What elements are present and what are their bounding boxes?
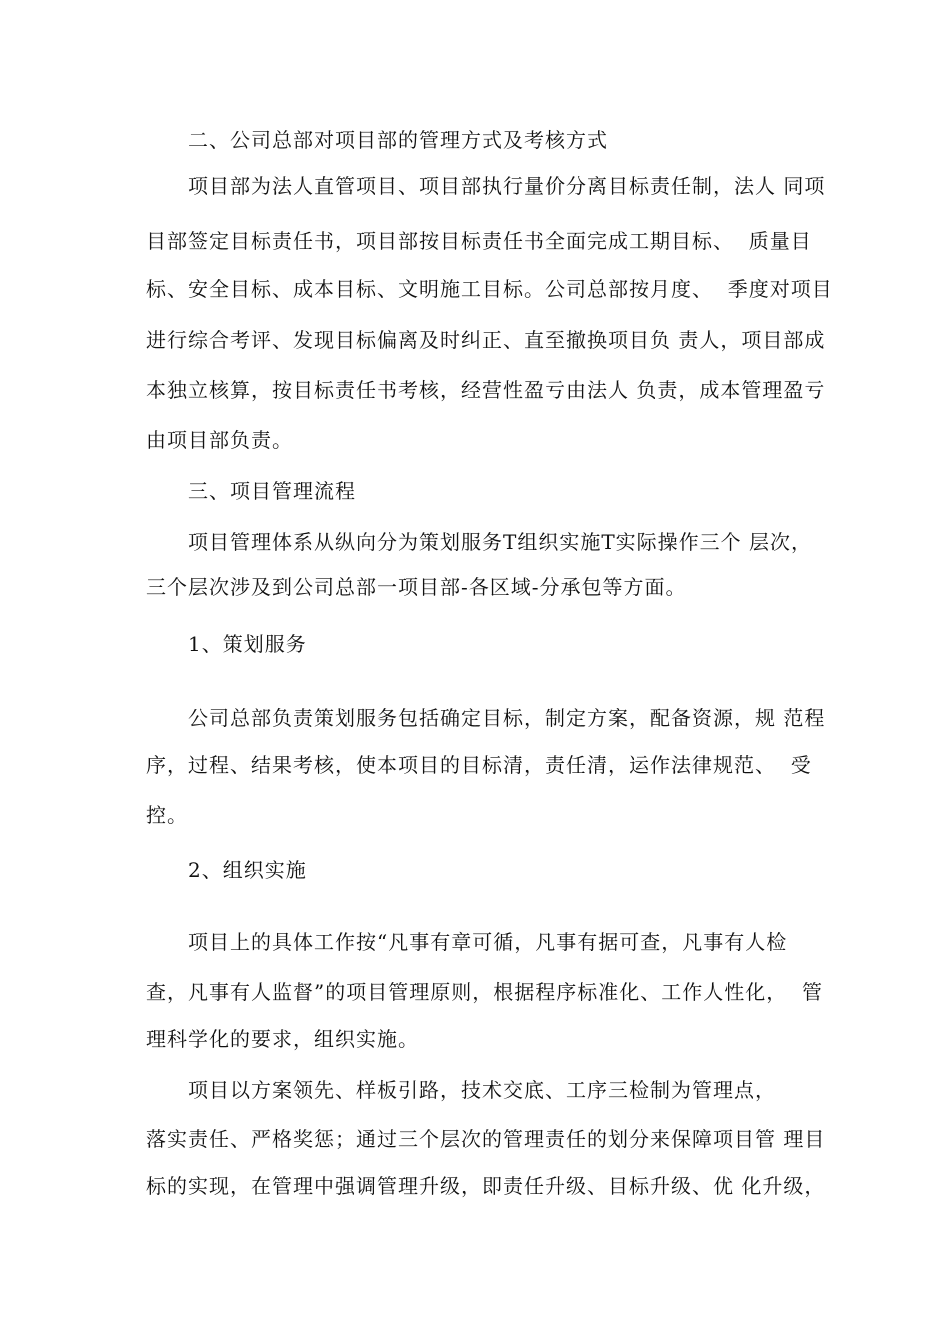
- paragraph-line: 本独立核算，按目标责任书考核，经营性盈亏由法人 负责，成本管理盈亏: [146, 378, 826, 402]
- heading-section-3: 三、项目管理流程: [188, 479, 356, 503]
- paragraph-line: 由项目部负责。: [146, 428, 293, 452]
- paragraph-line: 公司总部负责策划服务包括确定目标，制定方案，配备资源，规 范程: [188, 706, 826, 730]
- paragraph-line: 标的实现，在管理中强调管理升级，即责任升级、目标升级、优 化升级，: [146, 1174, 826, 1198]
- paragraph-line: 落实责任、严格奖惩；通过三个层次的管理责任的划分来保障项目管 理目: [146, 1127, 826, 1151]
- heading-section-2: 二、公司总部对项目部的管理方式及考核方式: [188, 128, 608, 152]
- paragraph-line: 项目部为法人直管项目、项目部执行量价分离目标责任制，法人 同项: [188, 174, 826, 198]
- paragraph-line: 项目管理体系从纵向分为策划服务T组织实施T实际操作三个 层次，: [188, 530, 813, 554]
- paragraph-line: 目部签定目标责任书，项目部按目标责任书全面完成工期目标、 质量目: [146, 229, 812, 253]
- paragraph-line: 标、安全目标、成本目标、文明施工目标。公司总部按月度、 季度对项目: [146, 277, 833, 301]
- paragraph-line: 进行综合考评、发现目标偏离及时纠正、直至撤换项目负 责人，项目部成: [146, 328, 826, 352]
- paragraph-line: 序，过程、结果考核，使本项目的目标清，责任清，运作法律规范、 受: [146, 753, 812, 777]
- paragraph-line: 三个层次涉及到公司总部一项目部-各区域-分承包等方面。: [146, 575, 687, 599]
- heading-subsection-2: 2、组织实施: [188, 858, 307, 882]
- paragraph-line: 项目上的具体工作按“凡事有章可循，凡事有据可查，凡事有人检: [188, 930, 788, 954]
- heading-subsection-1: 1、策划服务: [188, 632, 307, 656]
- paragraph-line: 项目以方案领先、样板引路，技术交底、工序三检制为管理点，: [188, 1078, 776, 1102]
- paragraph-line: 理科学化的要求，组织实施。: [146, 1027, 419, 1051]
- paragraph-line: 查，凡事有人监督”的项目管理原则，根据程序标准化、工作人性化， 管: [146, 980, 823, 1004]
- paragraph-line: 控。: [146, 803, 188, 827]
